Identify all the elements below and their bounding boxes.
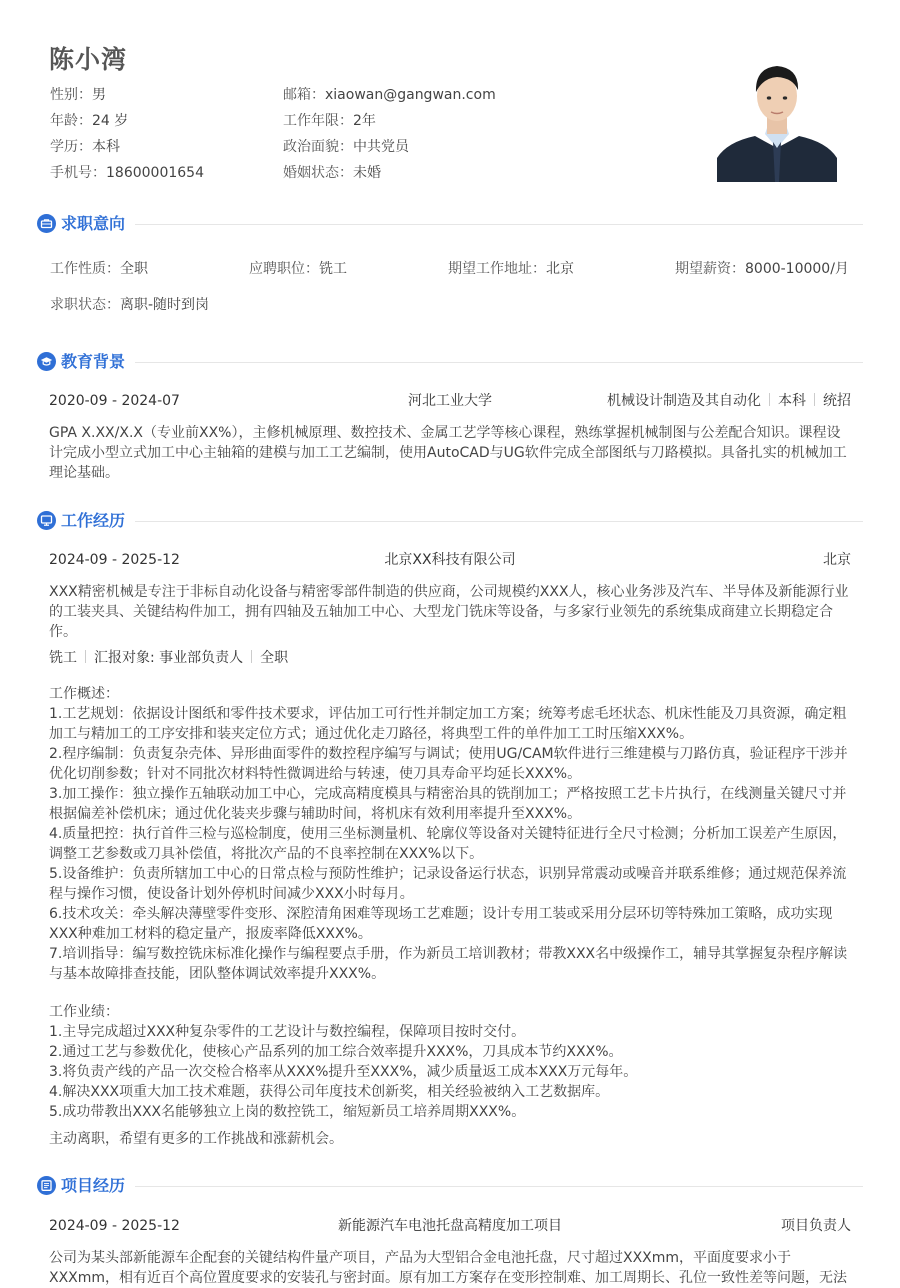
work-city: 北京 [823,552,851,568]
intent-value: 离职-随时到岗 [120,297,210,313]
work-years-value: 2年 [353,113,376,129]
work-entry [49,549,851,571]
intent-value: 铣工 [319,261,347,277]
achievement-item: 2.通过工艺与参数优化，使核心产品系列的加工综合效率提升XXX%，刀具成本节约XXX%。 [49,1044,623,1060]
divider [135,1186,863,1187]
gender-label: 性别： [50,87,92,103]
work-tags [49,647,851,669]
education-entry [49,390,851,412]
section-title: 项目经历 [61,1176,126,1195]
divider [135,224,863,225]
intent-value: 全职 [120,261,148,277]
intent-label: 期望薪资： [675,261,745,277]
education-meta [607,390,851,412]
education-period: 2020-09 - 2024-07 [49,393,180,409]
monitor-icon [37,511,56,530]
intent-label: 工作性质： [50,261,120,277]
info-row [50,84,670,110]
report-to-tag: 汇报对象: 事业部负责人 [94,650,244,666]
intent-job-type [50,258,148,280]
intent-value: 北京 [546,261,574,277]
intent-label: 应聘职位： [249,261,319,277]
briefcase-icon [37,214,56,233]
work-period: 2024-09 - 2025-12 [49,552,180,568]
divider [769,393,770,406]
avatar [717,50,837,182]
achievements-title: 工作业绩： [49,1004,119,1020]
leave-reason: 主动离职，希望有更多的工作挑战和涨薪机会。 [49,1131,343,1147]
basic-info [50,84,670,188]
intent-status [50,294,209,316]
overview-item: 3.加工操作：独立操作五轴联动加工中心，完成高精度模具与精密治具的铣削加工；严格按照工艺卡片执行，在线测量关键尺寸并根据偏差补偿机床；通过优化装夹步骤与辅助时间，将机床有效利用率提升至XXX%。 [49,786,847,822]
info-row [50,136,670,162]
list-icon [37,1176,56,1195]
intent-location [448,258,574,280]
education-description: GPA X.XX/X.X（专业前XX%），主修机械原理、数控技术、金属工艺学等核心课程，熟练掌握机械制图与公差配合知识。课程设计完成小型立式加工中心主轴箱的建模与加工工艺编制，使用AutoCAD与UG软件完成全部图纸与刀路模拟。具备扎实的机械加工理论基础。 [49,425,847,481]
info-row [50,110,670,136]
achievement-item: 5.成功带教出XXX名能够独立上岗的数控铣工，缩短新员工培养周期XXX%。 [49,1104,526,1120]
education-value: 本科 [92,139,120,155]
work-achievements [49,1002,851,1122]
overview-item: 1.工艺规划：依据设计图纸和零件技术要求，评估加工可行性并制定加工方案；统筹考虑毛坯状态、机床性能及刀具资源，确定粗加工与精加工的工序安排和装夹定位方式；通过优化走刀路径，将典型工件的单件加工工时压缩XXX%。 [49,706,847,742]
major: 机械设计制造及其自动化 [607,393,761,409]
school-name: 河北工业大学 [408,393,492,409]
project-description: 公司为某头部新能源车企配套的关键结构件量产项目，产品为大型铝合金电池托盘，尺寸超过XXXmm，平面度要求小于XXXmm，相有近百个高位置度要求的安装孔与密封面。原有加工方案存在变形控制难、加工周期长、孔位一致性差等问题，无法 [49,1250,848,1286]
info-row [50,162,670,188]
email-label: 邮箱： [283,87,325,103]
divider [814,393,815,406]
intent-label: 期望工作地址： [448,261,546,277]
overview-item: 5.设备维护：负责所辖加工中心的日常点检与预防性维护；记录设备运行状态，识别异常震动或噪音并联系维修；通过规范保养流程与操作习惯，使设备计划外停机时间减少XXX小时每月。 [49,866,847,902]
work-years-label: 工作年限： [283,113,353,129]
job-title-tag: 铣工 [49,650,77,666]
gender-value: 男 [92,87,106,103]
political-value: 中共党员 [353,139,409,155]
job-type-tag: 全职 [260,650,289,666]
company-description: XXX精密机械是专注于非标自动化设备与精密零部件制造的供应商，公司规模约XXX人，核心业务涉及汽车、半导体及新能源行业的工装夹具、关键结构件加工，拥有四轴及五轴加工中心、大型龙门铣床等设备，与多家行业领先的系统集成商建立长期稳定合作。 [49,584,849,640]
divider [251,650,252,663]
intent-label: 求职状态： [50,297,120,313]
email-value: xiaowan@gangwan.com [325,87,496,103]
achievement-item: 3.将负责产线的产品一次交检合格率从XXX%提升至XXX%，减少质量返工成本XXX万元每年。 [49,1064,638,1080]
divider [135,521,863,522]
education-label: 学历： [50,139,92,155]
company-name: 北京XX科技有限公司 [384,552,516,568]
marital-label: 婚姻状态： [283,165,353,181]
section-title: 工作经历 [61,511,126,530]
overview-item: 2.程序编制：负责复杂壳体、异形曲面零件的数控程序编写与调试；使用UG/CAM软件进行三维建模与刀路仿真，验证程序干涉并优化切削参数；针对不同批次材料特性微调进给与转速，使刀具寿命平均延长XXX%。 [49,746,848,782]
overview-item: 4.质量把控：执行首件三检与巡检制度，使用三坐标测量机、轮廓仪等设备对关键特征进行全尺寸检测；分析加工误差产生原因，调整工艺参数或刀具补偿值，将批次产品的不良率控制在XXX%以下。 [49,826,847,862]
divider [135,362,863,363]
section-intent-header [37,212,863,236]
achievement-item: 1.主导完成超过XXX种复杂零件的工艺设计与数控编程，保障项目按时交付。 [49,1024,526,1040]
age-label: 年龄： [50,113,92,129]
enrollment-type: 统招 [823,393,851,409]
degree: 本科 [778,393,806,409]
intent-salary [675,258,849,280]
marital-value: 未婚 [353,165,381,181]
section-title: 教育背景 [61,352,126,371]
intent-position [249,258,347,280]
section-project-header [37,1174,863,1198]
overview-title: 工作概述： [49,686,119,702]
project-entry [49,1215,851,1237]
phone-value: 18600001654 [106,165,204,181]
phone-label: 手机号： [50,165,106,181]
project-name: 新能源汽车电池托盘高精度加工项目 [338,1218,562,1234]
project-period: 2024-09 - 2025-12 [49,1218,180,1234]
achievement-item: 4.解决XXX项重大加工技术难题，获得公司年度技术创新奖，相关经验被纳入工艺数据库。 [49,1084,610,1100]
candidate-name: 陈小湾 [49,45,128,74]
work-overview [49,684,851,984]
divider [85,650,86,663]
age-value: 24 岁 [92,113,129,129]
overview-item: 6.技术攻关：牵头解决薄壁零件变形、深腔清角困难等现场工艺难题；设计专用工装或采用分层环切等特殊加工策略，成功实现XXX种难加工材料的稳定量产，报废率降低XXX%。 [49,906,833,942]
political-label: 政治面貌： [283,139,353,155]
intent-value: 8000-10000/月 [745,261,849,277]
section-work-header [37,509,863,533]
graduation-cap-icon [37,352,56,371]
section-education-header [37,350,863,374]
section-title: 求职意向 [61,214,126,233]
overview-item: 7.培训指导：编写数控铣床标准化操作与编程要点手册，作为新员工培训教材；带教XXX名中级操作工，辅导其掌握复杂程序解读与基本故障排查技能，团队整体调试效率提升XXX%。 [49,946,848,982]
project-role: 项目负责人 [781,1218,851,1234]
